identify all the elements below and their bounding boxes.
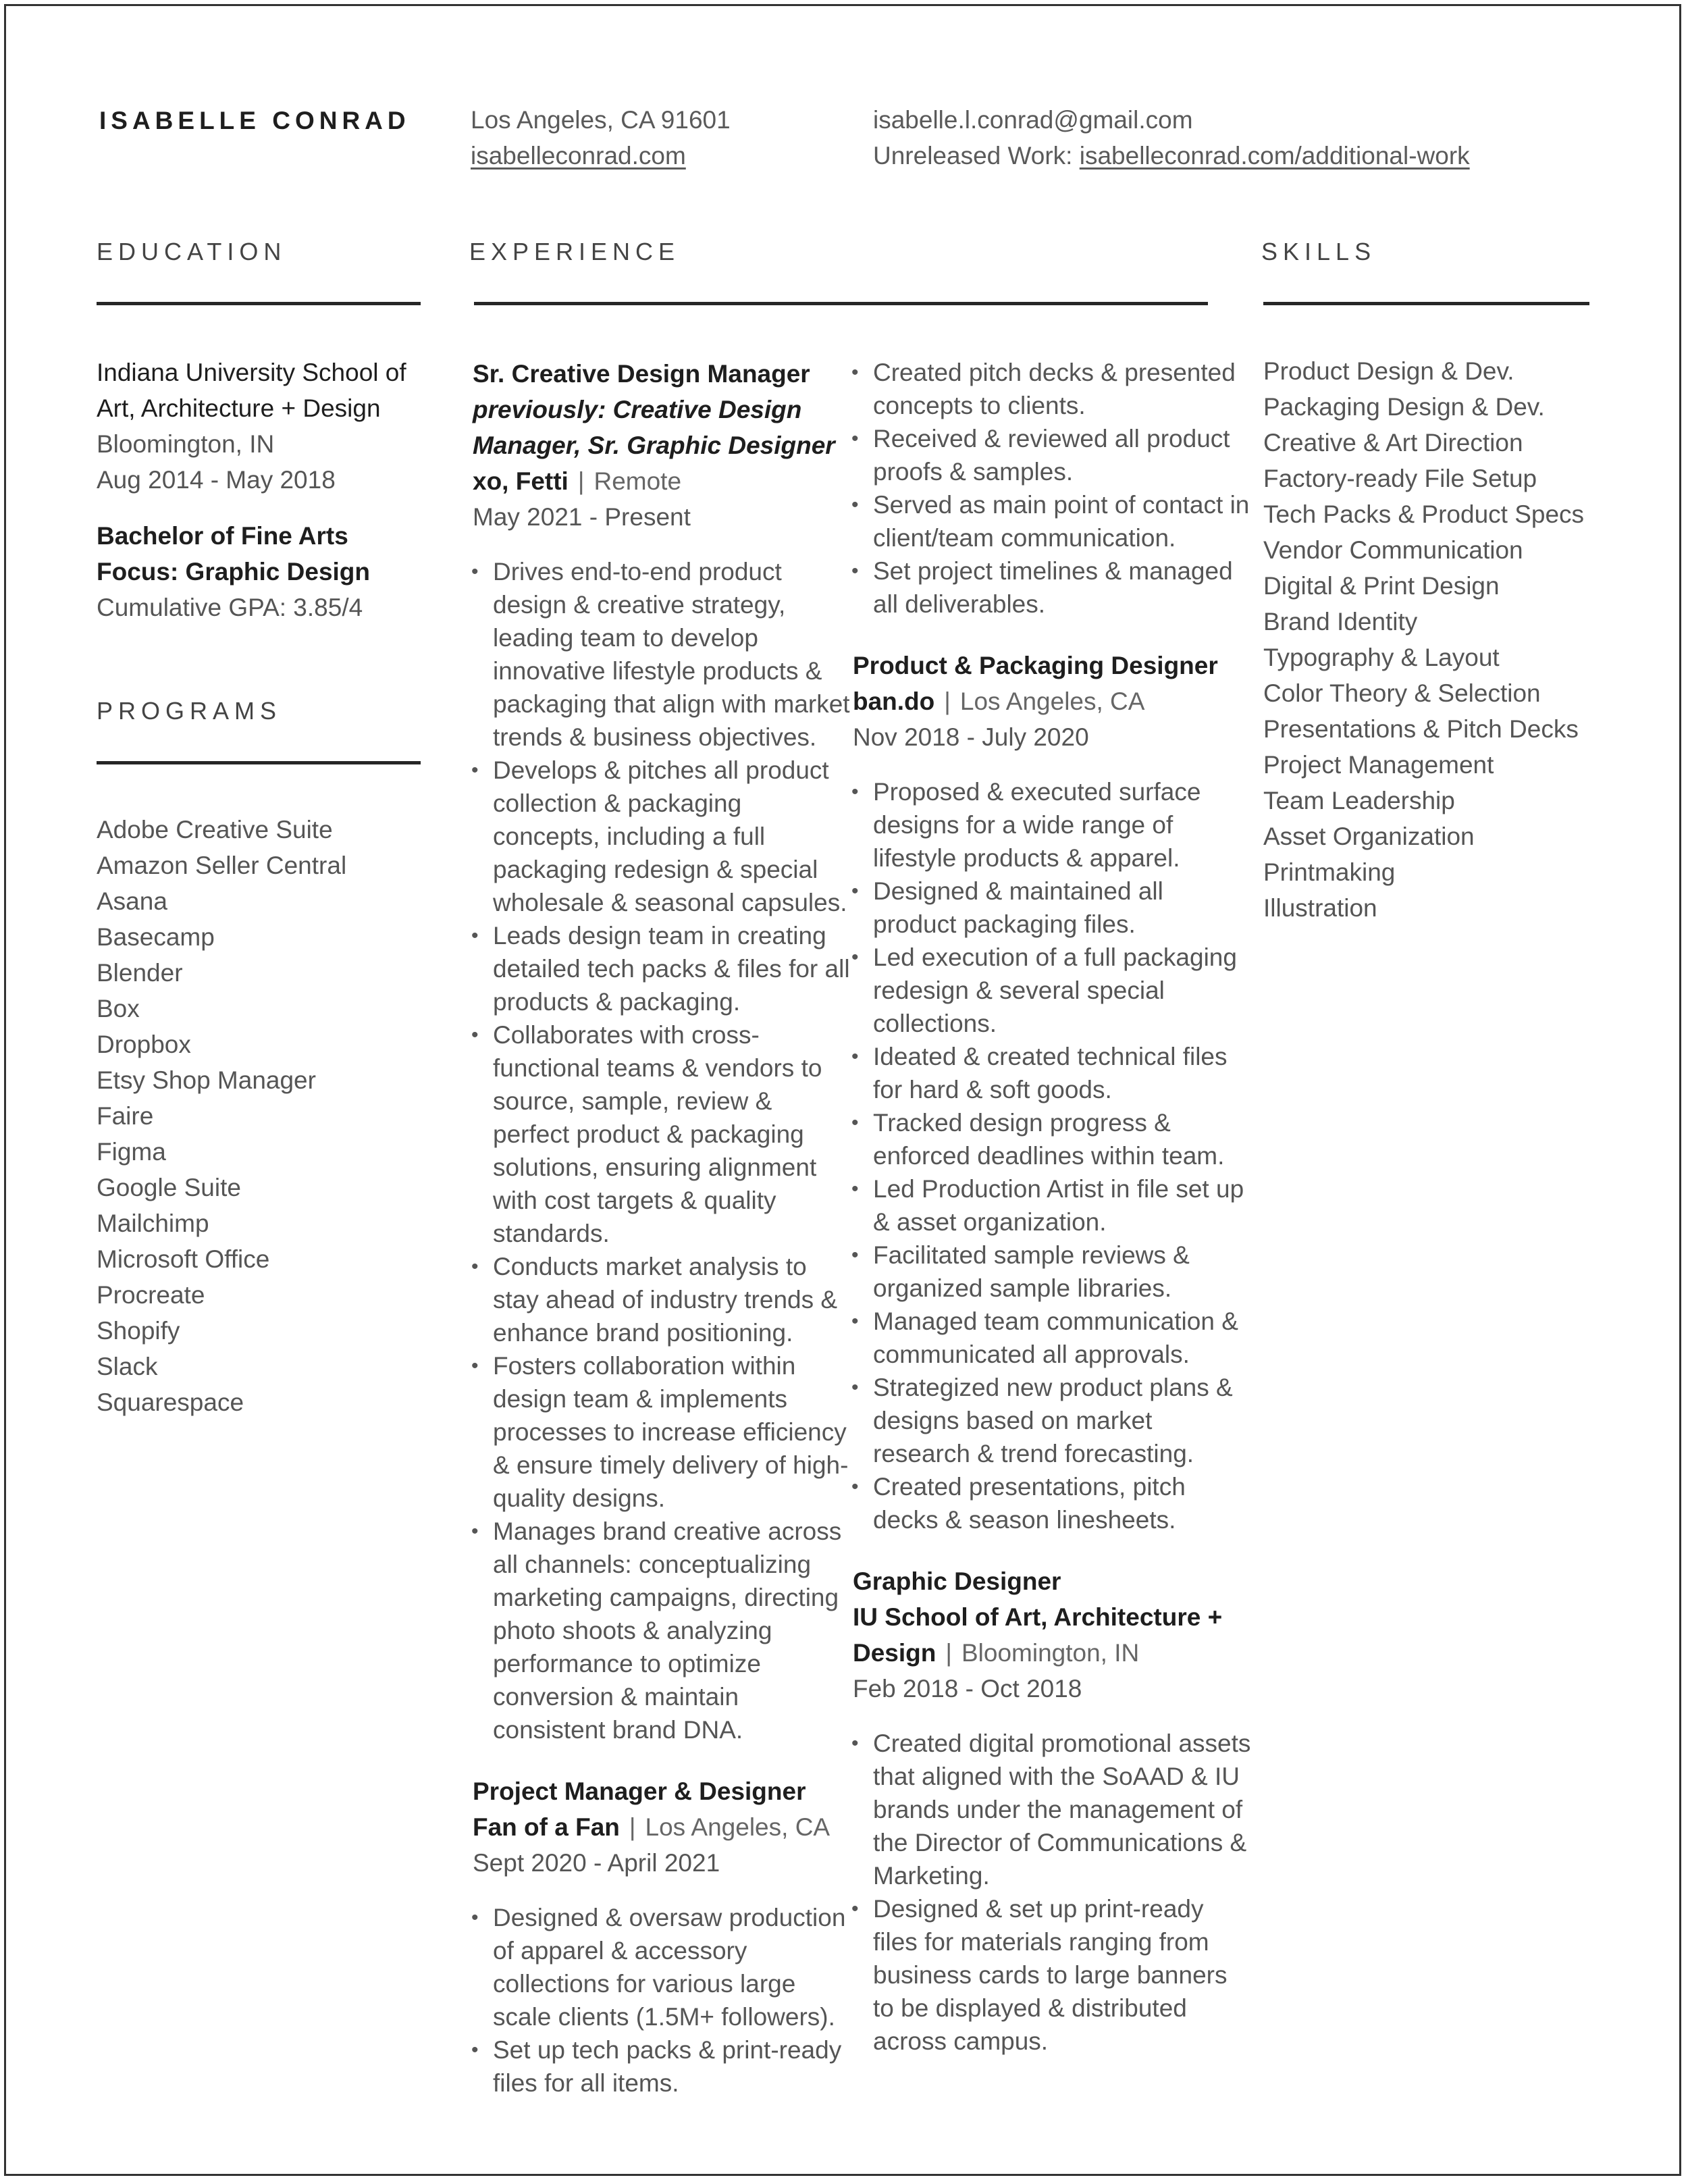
program-item: Asana — [97, 887, 167, 915]
job-location: Remote — [594, 467, 682, 495]
skill-item: Packaging Design & Dev. — [1263, 393, 1545, 421]
bullet: • Created pitch decks & presented concepts to clients. — [853, 356, 1251, 422]
degree-focus: Focus: Graphic Design — [97, 558, 371, 586]
skill-item: Factory-ready File Setup — [1263, 465, 1537, 492]
skills-heading: SKILLS — [1261, 238, 1377, 265]
program-item: Etsy Shop Manager — [97, 1066, 316, 1094]
education-block — [97, 355, 434, 625]
unreleased-work — [873, 138, 1470, 174]
skill-item: Illustration — [1263, 894, 1377, 922]
job-dates: Nov 2018 - July 2020 — [853, 723, 1089, 751]
program-item: Google Suite — [97, 1174, 241, 1201]
skill-item: Color Theory & Selection — [1263, 679, 1541, 707]
bullet: • Led Production Artist in file set up & asset organization. — [853, 1172, 1251, 1239]
bullet: • Designed & set up print-ready files for materials ranging from business cards to large banners to be displayed & distributed across campus. — [853, 1892, 1251, 2058]
job-dates: Feb 2018 - Oct 2018 — [853, 1675, 1082, 1702]
bullet: • Set up tech packs & print-ready files for all items. — [473, 2033, 851, 2100]
program-item: Procreate — [97, 1281, 205, 1309]
skill-item: Brand Identity — [1263, 608, 1418, 635]
skill-item: Tech Packs & Product Specs — [1263, 500, 1585, 528]
bullet: • Served as main point of contact in client/team communication. — [853, 488, 1251, 554]
program-item: Shopify — [97, 1317, 180, 1345]
program-item: Slack — [97, 1353, 158, 1380]
skill-item: Creative & Art Direction — [1263, 429, 1523, 457]
job-bullets — [853, 775, 1251, 1536]
school-name: Indiana University School of Art, Architecture + Design — [97, 359, 406, 422]
job-title: Sr. Creative Design Manager — [473, 360, 810, 388]
unreleased-label: Unreleased Work: — [873, 142, 1073, 170]
job-dates: Sept 2020 - April 2021 — [473, 1849, 720, 1877]
job-location: Bloomington, IN — [961, 1639, 1140, 1667]
job-title: Graphic Designer — [853, 1567, 1061, 1595]
job-location: Los Angeles, CA — [959, 687, 1145, 715]
program-item: Faire — [97, 1102, 154, 1130]
job-bullets — [473, 1901, 851, 2100]
website-link[interactable]: isabelleconrad.com — [471, 142, 686, 170]
bullet: • Ideated & created technical files for hard & soft goods. — [853, 1040, 1251, 1106]
job-company: ban.do — [853, 687, 935, 715]
experience-col-1 — [473, 356, 851, 2100]
job-title: Project Manager & Designer — [473, 1777, 806, 1805]
candidate-name: ISABELLE CONRAD — [99, 107, 411, 134]
gpa: Cumulative GPA: 3.85/4 — [97, 594, 363, 621]
programs-heading: PROGRAMS — [97, 697, 282, 725]
program-item: Figma — [97, 1138, 166, 1166]
email-address[interactable]: isabelle.l.conrad@gmail.com — [873, 106, 1193, 134]
bullet: • Tracked design progress & enforced deadlines within team. — [853, 1106, 1251, 1172]
bullet: • Conducts market analysis to stay ahead of industry trends & enhance brand positioning. — [473, 1250, 851, 1349]
job-location: Los Angeles, CA — [645, 1813, 830, 1841]
job-title: Product & Packaging Designer — [853, 652, 1218, 679]
job-previous-titles: previously: Creative Design Manager, Sr. Graphic Designer — [473, 396, 835, 459]
bullet: • Collaborates with cross-functional teams & vendors to source, sample, review & perfect product & packaging solutions, ensuring alignment with cost targets & quality standards. — [473, 1018, 851, 1250]
skill-item: Printmaking — [1263, 858, 1396, 886]
bullet: • Drives end-to-end product design & creative strategy, leading team to develop innovative lifestyle products & packaging that align with market trends & business objectives. — [473, 555, 851, 754]
programs-rule — [97, 761, 421, 764]
programs-list — [97, 812, 434, 1420]
experience-col-2 — [853, 356, 1251, 2058]
skill-item: Project Management — [1263, 751, 1494, 779]
job-bullets — [473, 555, 851, 1746]
experience-heading: EXPERIENCE — [469, 238, 681, 265]
skill-item: Digital & Print Design — [1263, 572, 1500, 600]
program-item: Mailchimp — [97, 1210, 209, 1237]
program-item: Blender — [97, 959, 183, 987]
bullet: • Designed & maintained all product packaging files. — [853, 875, 1251, 941]
bullet: • Created digital promotional assets that aligned with the SoAAD & IU brands under the management of the Director of Communications & Marketing. — [853, 1727, 1251, 1892]
bullet: • Received & reviewed all product proofs & samples. — [853, 422, 1251, 488]
education-heading: EDUCATION — [97, 238, 287, 265]
bullet: • Fosters collaboration within design team & implements processes to increase efficiency & ensure timely delivery of high-quality designs. — [473, 1349, 851, 1515]
contact-address: Los Angeles, CA 91601 — [471, 106, 731, 134]
skills-rule — [1263, 302, 1589, 305]
job-dates: May 2021 - Present — [473, 503, 691, 531]
skill-item: Asset Organization — [1263, 823, 1475, 850]
bullet: • Managed team communication & communicated all approvals. — [853, 1305, 1251, 1371]
education-rule — [97, 302, 421, 305]
bullet: • Designed & oversaw production of apparel & accessory collections for various large scale clients (1.5M+ followers). — [473, 1901, 851, 2033]
bullet: • Set project timelines & managed all deliverables. — [853, 554, 1251, 621]
education-dates: Aug 2014 - May 2018 — [97, 466, 336, 494]
bullet: • Strategized new product plans & designs based on market research & trend forecasting. — [853, 1371, 1251, 1470]
job-company: Fan of a Fan — [473, 1813, 620, 1841]
job-company: xo, Fetti — [473, 467, 569, 495]
job-bullets-continued — [853, 356, 1251, 621]
job-xo-fetti: Sr. Creative Design Manager previously: Creative Design Manager, Sr. Graphic Designer xo, Fetti | Remote May 2021 - Present • Drives end-to-end product design & creative strategy, leading team to develop innovative lifestyle products & packaging that align with market trends & business objectives. • Develops & pitches all product collection & packaging concepts, including a full packaging redesign & special wholesale & seasonal capsules. • Leads design team in creating detailed tech packs & files for all products & packaging. • Collaborates with cross-functional teams & vendors to source, sample, review & perfect product & packaging solutions, ensuring alignment with cost targets & quality standards. • Conducts market analysis to stay ahead of industry trends & enhance brand positioning. • Fosters collaboration within design team & implements processes to increase efficiency & ensure timely delivery of high-quality designs. • Manages brand creative across all channels: conceptualizing marketing campaigns, directing photo shoots & analyzing performance to optimize conversion & maintain consistent brand DNA. — [473, 356, 851, 1746]
bullet: • Facilitated sample reviews & organized sample libraries. — [853, 1239, 1251, 1305]
bullet: • Leads design team in creating detailed tech packs & files for all products & packaging. — [473, 919, 851, 1018]
program-item: Squarespace — [97, 1388, 244, 1416]
program-item: Box — [97, 995, 140, 1022]
program-item: Microsoft Office — [97, 1245, 270, 1273]
job-bullets — [853, 1727, 1251, 2058]
bullet: • Develops & pitches all product collection & packaging concepts, including a full packaging redesign & special wholesale & seasonal capsules. — [473, 754, 851, 919]
bullet: • Proposed & executed surface designs for a wide range of lifestyle products & apparel. — [853, 775, 1251, 875]
skill-item: Typography & Layout — [1263, 644, 1500, 671]
job-fan-of-a-fan: Project Manager & Designer Fan of a Fan | Los Angeles, CA Sept 2020 - April 2021 • Designed & oversaw production of apparel & accessory collections for various large scale clients (1.5M+ followers). • Set up tech packs & print-ready files for all items. — [473, 1773, 851, 2100]
skill-item: Product Design & Dev. — [1263, 357, 1514, 385]
job-iu-soaad: Graphic Designer IU School of Art, Architecture + Design | Bloomington, IN Feb 2018 - Oct 2018 • Created digital promotional assets that aligned with the SoAAD & IU brands under the management of the Director of Communications & Marketing. • Designed & set up print-ready files for materials ranging from business cards to large banners to be displayed & distributed across campus. — [853, 1563, 1251, 2058]
unreleased-work-link[interactable]: isabelleconrad.com/additional-work — [1079, 142, 1470, 170]
skill-item: Vendor Communication — [1263, 536, 1523, 564]
experience-rule — [474, 302, 1208, 305]
skill-item: Team Leadership — [1263, 787, 1455, 814]
program-item: Dropbox — [97, 1031, 191, 1058]
bullet: • Manages brand creative across all channels: conceptualizing marketing campaigns, directing photo shoots & analyzing performance to optimize conversion & maintain consistent brand DNA. — [473, 1515, 851, 1746]
bullet: • Led execution of a full packaging redesign & several special collections. — [853, 941, 1251, 1040]
skills-list — [1263, 353, 1594, 926]
skill-item: Presentations & Pitch Decks — [1263, 715, 1579, 743]
program-item: Adobe Creative Suite — [97, 816, 333, 843]
degree: Bachelor of Fine Arts — [97, 522, 348, 550]
job-ban-do: Product & Packaging Designer ban.do | Los Angeles, CA Nov 2018 - July 2020 • Proposed & executed surface designs for a wide range of lifestyle products & apparel. • Designed & maintained all product packaging files. • Led execution of a full packaging redesign & several special collections. • Ideated & created technical files for hard & soft goods. • Tracked design progress & enforced deadlines within team. • Led Production Artist in file set up & asset organization. • Facilitated sample reviews & organized sample libraries. • Managed team communication & communicated all approvals. • Strategized new product plans & designs based on market research & trend forecasting. • Created presentations, pitch decks & season linesheets. — [853, 648, 1251, 1536]
program-item: Basecamp — [97, 923, 215, 951]
school-location: Bloomington, IN — [97, 430, 275, 458]
bullet: • Created presentations, pitch decks & season linesheets. — [853, 1470, 1251, 1536]
program-item: Amazon Seller Central — [97, 852, 347, 879]
job-company: IU School of Art, Architecture + Design — [853, 1603, 1223, 1667]
